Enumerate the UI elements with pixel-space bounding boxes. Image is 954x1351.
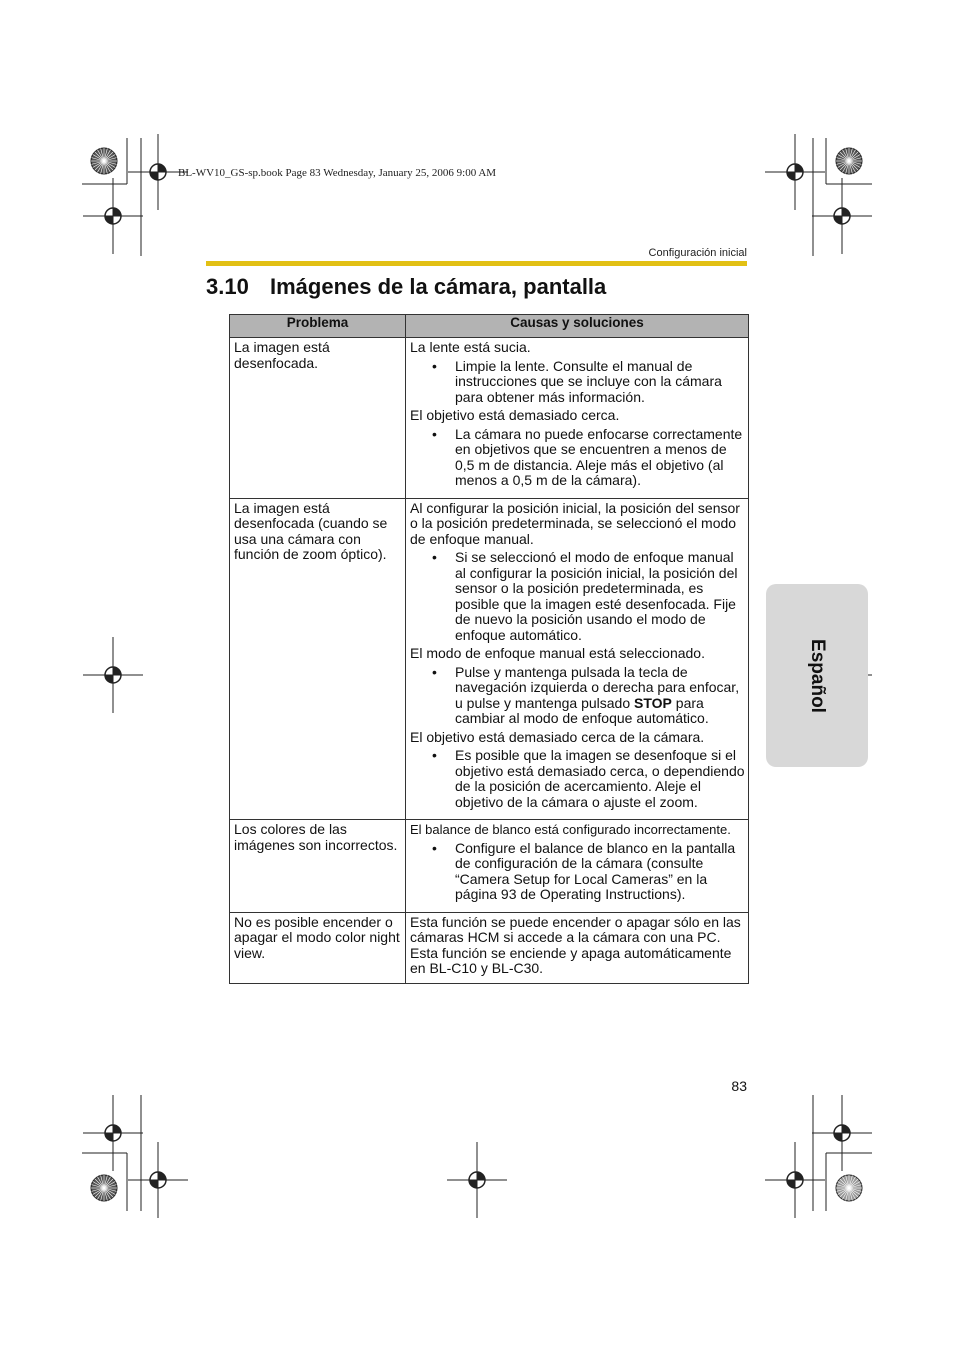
solution-text: Configure el balance de blanco en la pantalla de configuración de la cámara (consulte “Camera Setup for Local Cameras” en la página 93 de Operating Instructions). xyxy=(455,839,736,902)
crosshair-icon xyxy=(83,637,143,713)
table-row xyxy=(230,498,749,820)
solution-item xyxy=(410,550,745,643)
troubleshooting-table xyxy=(229,314,749,984)
problem-cell: La imagen está desenfocada (cuando se usa una cámara con función de zoom óptico). xyxy=(230,498,406,820)
problem-cell: Los colores de las imágenes son incorrectos. xyxy=(230,820,406,913)
bullet-icon: • xyxy=(432,425,437,442)
cause-text: El objetivo está demasiado cerca de la cámara. xyxy=(410,728,705,745)
crosshair-icon xyxy=(812,178,872,254)
solution-text: Si se seleccionó el modo de enfoque manual al configurar la posición inicial, la posición del sensor o la posición predeterminada, es posible que la imagen esté desenfocada. Fije de nuevo la posición usando el modo de enfoque automático. xyxy=(455,549,738,643)
solution-text: Esta función se puede encender o apagar sólo en las cámaras HCM si accede a la cámara con una PC. xyxy=(410,913,741,945)
section-number: 3.10 xyxy=(206,274,249,299)
causes-cell xyxy=(406,820,749,913)
solution-text xyxy=(455,665,745,727)
page-number: 83 xyxy=(731,1078,747,1094)
solution-item xyxy=(410,841,745,903)
solution-text-part: para cambiar al modo de enfoque automático. xyxy=(455,694,709,726)
bullet-icon: • xyxy=(432,663,437,680)
print-info-line: BL-WV10_GS-sp.book Page 83 Wednesday, January 25, 2006 9:00 AM xyxy=(178,167,497,179)
bullet-icon: • xyxy=(432,747,437,763)
starburst-target-icon xyxy=(836,1175,862,1201)
solution-text-part: Pulse y mantenga pulsada la tecla de navegación izquierda o derecha para enfocar, u pulse y mantenga pulsado xyxy=(455,663,740,711)
bullet-icon: • xyxy=(432,839,437,856)
header-causas: Causas y soluciones xyxy=(406,315,749,338)
table-row xyxy=(230,338,749,499)
crosshair-icon xyxy=(765,134,825,210)
solution-text: La cámara no puede enfocarse correctamente en objetivos que se encuentren a menos de 0,5 m de distancia. Aleje más el objetivo (al menos a 0,5 m de la cámara). xyxy=(455,425,743,488)
running-header: Configuración inicial xyxy=(648,247,747,259)
problem-cell: No es posible encender o apagar el modo color night view. xyxy=(230,912,406,983)
language-label: Español xyxy=(807,638,828,713)
crosshair-icon xyxy=(83,178,143,254)
crosshair-icon xyxy=(83,1095,143,1171)
table-row xyxy=(230,820,749,913)
starburst-target-icon xyxy=(836,148,862,174)
solution-text: Es posible que la imagen se desenfoque si el objetivo está demasiado cerca, o dependiendo de la posición de acercamiento. Aleje el objetivo de la cámara o ajuste el zoom. xyxy=(455,747,745,810)
causes-cell xyxy=(406,912,749,983)
solution-item xyxy=(410,359,745,406)
solution-item xyxy=(410,748,745,810)
table-row xyxy=(230,912,749,983)
solution-text: Esta función se enciende y apaga automáticamente en BL-C10 y BL-C30. xyxy=(410,944,732,976)
solution-text: Limpie la lente. Consulte el manual de instrucciones que se incluye con la cámara para obtener más información. xyxy=(455,357,722,405)
bullet-icon: • xyxy=(432,549,437,565)
crosshair-icon xyxy=(765,1142,825,1218)
problem-cell: La imagen está desenfocada. xyxy=(230,338,406,499)
bullet-icon: • xyxy=(432,357,437,374)
solution-item xyxy=(410,665,745,727)
crosshair-icon xyxy=(812,1095,872,1171)
header-rule xyxy=(206,261,747,266)
solution-item xyxy=(410,427,745,489)
causes-cell xyxy=(406,338,749,499)
section-title: Imágenes de la cámara, pantalla xyxy=(270,274,607,299)
causes-cell xyxy=(406,498,749,820)
language-side-tab xyxy=(766,584,868,767)
starburst-target-icon xyxy=(91,148,117,174)
cause-text: Al configurar la posición inicial, la posición del sensor o la posición predeterminada, se seleccionó el modo de enfoque manual. xyxy=(410,499,740,547)
crosshair-icon xyxy=(447,1142,507,1218)
page-title xyxy=(206,274,606,300)
table-header-row xyxy=(230,315,749,338)
cause-text: El balance de blanco está configurado incorrectamente. xyxy=(410,822,731,837)
stop-key-label: STOP xyxy=(634,694,672,711)
crosshair-icon xyxy=(128,1142,188,1218)
starburst-target-icon xyxy=(91,1175,117,1201)
cause-text: La lente está sucia. xyxy=(410,339,531,355)
cause-text: El modo de enfoque manual está seleccionado. xyxy=(410,645,705,661)
header-problema: Problema xyxy=(230,315,406,338)
cause-text: El objetivo está demasiado cerca. xyxy=(410,407,620,423)
